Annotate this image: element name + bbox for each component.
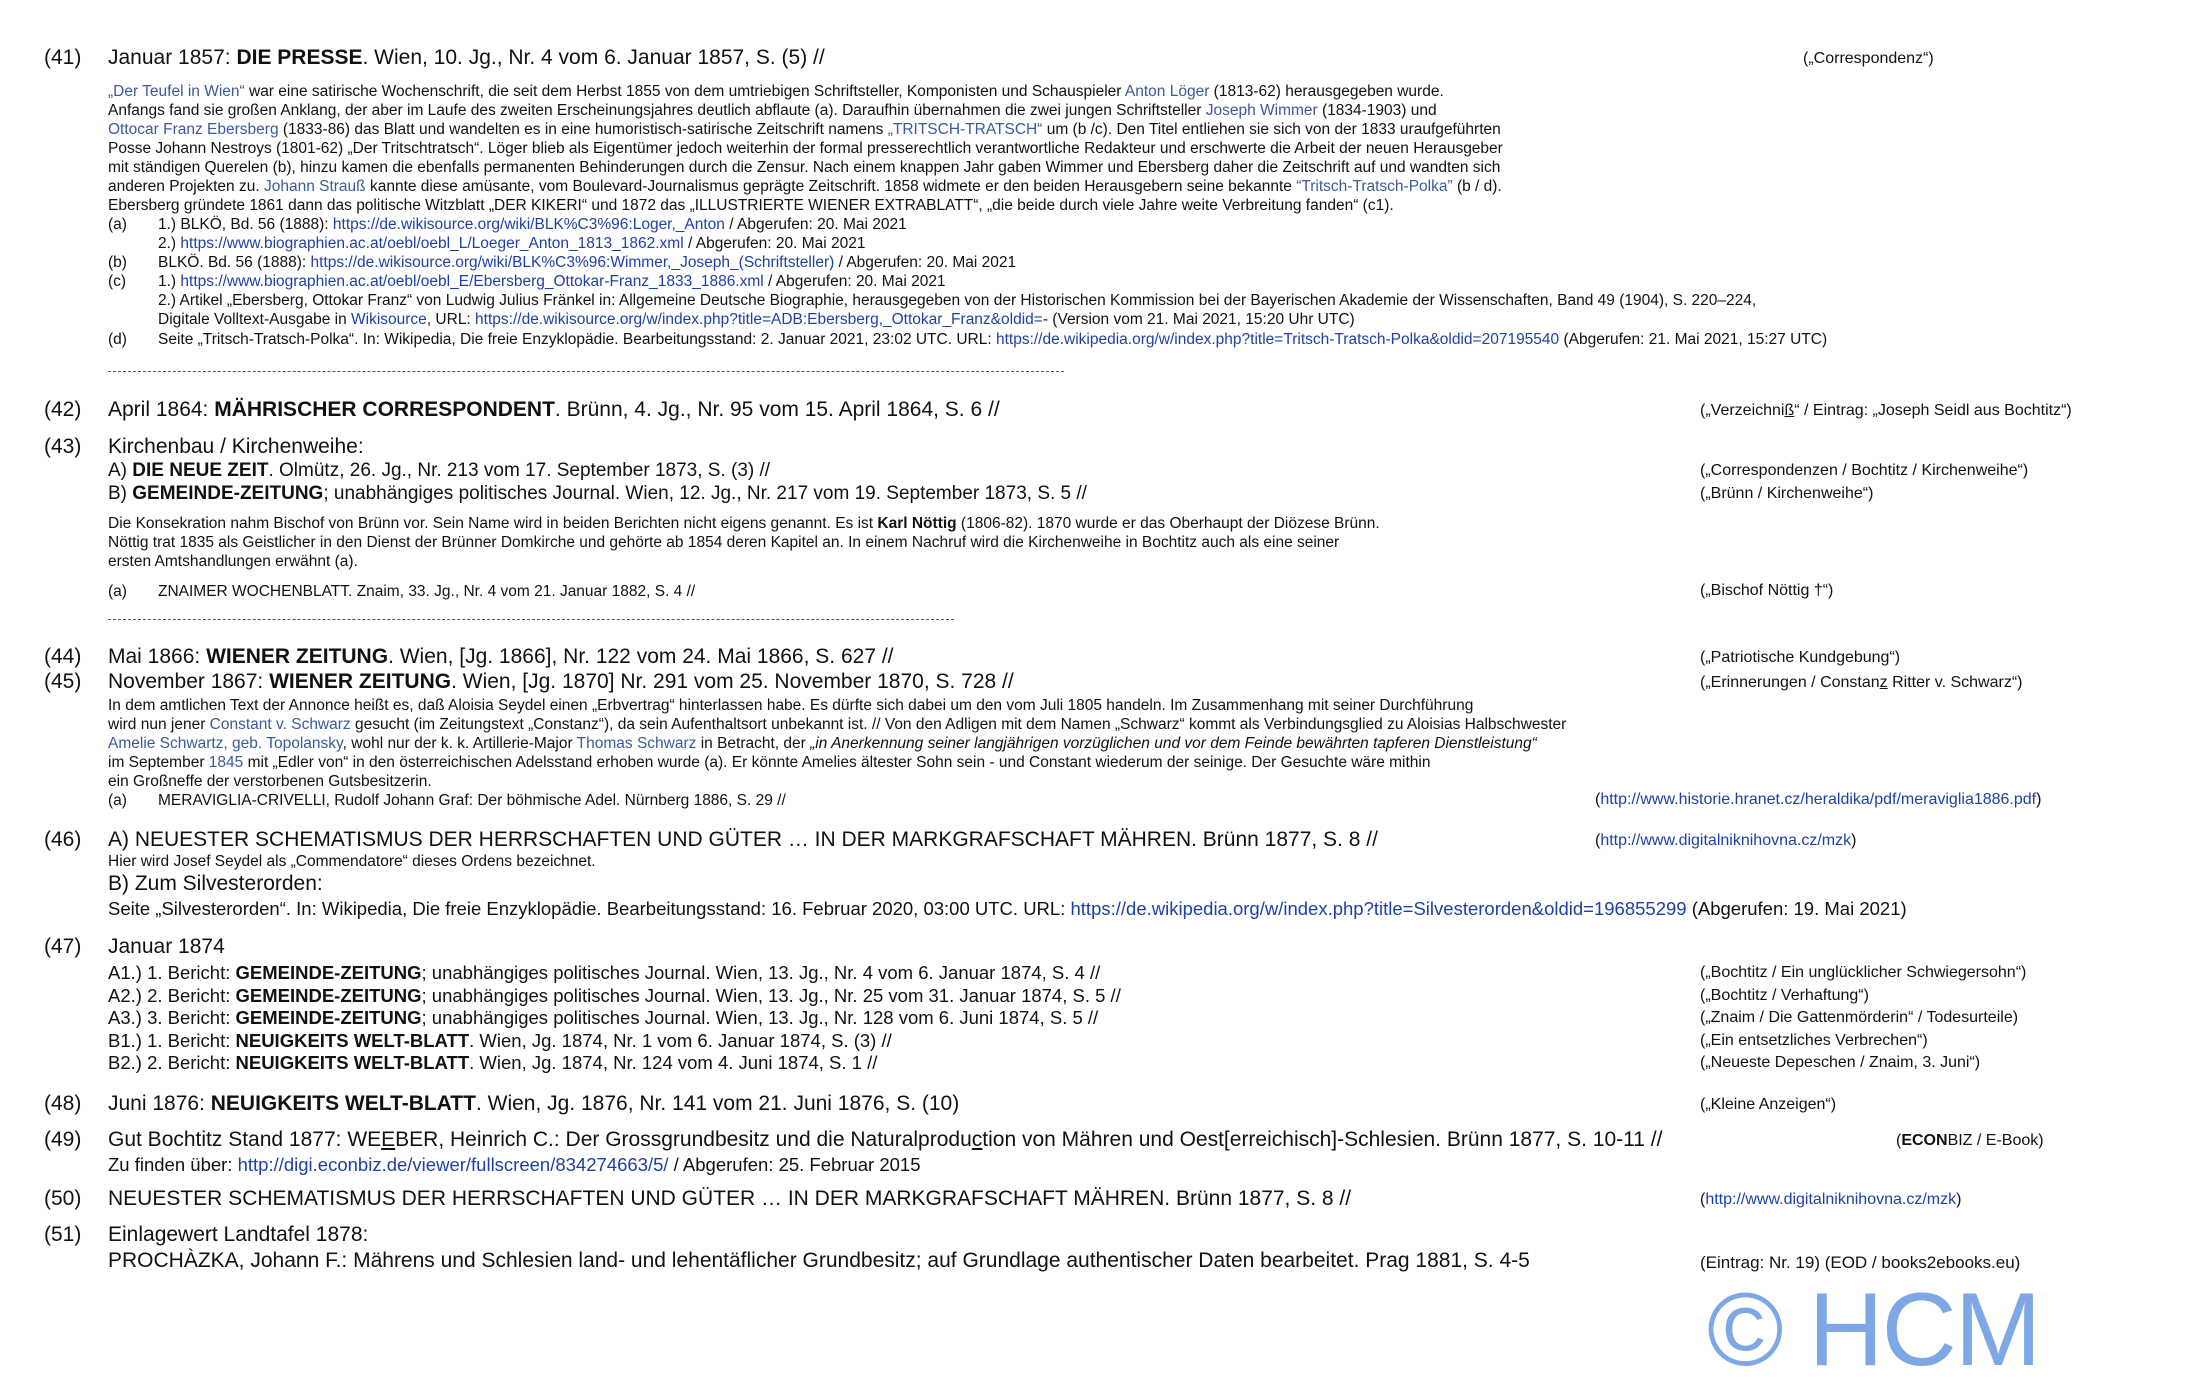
- paragraph-line: Hier wird Josef Seydel als „Commendatore“ dieses Ordens bezeichnet.: [108, 853, 596, 870]
- report-row: [108, 1052, 877, 1074]
- paragraph-line: Nöttig trat 1835 als Geistlicher in den Dienst der Brünner Domkirche und gehörte ab 1854 deren Kapitel an. In einem Nachruf wird die Kirchenweihe in Bochtitz auch als eine seiner: [108, 534, 1340, 551]
- entry-section-note: („Bochtitz / Verhaftung“): [1700, 986, 1869, 1004]
- url-link[interactable]: http://www.digitalniknihovna.cz/mzk: [1705, 1191, 1957, 1208]
- entry-heading: April 1864: MÄHRISCHER CORRESPONDENT. Brünn, 4. Jg., Nr. 95 vom 15. April 1864, S. 6 //: [108, 398, 1000, 421]
- wiki-link[interactable]: Joseph Wimmer: [1205, 102, 1318, 119]
- entry-section-note: („Bischof Nöttig †“): [1700, 582, 1834, 599]
- report-row: [108, 985, 1121, 1007]
- url-link[interactable]: http://digi.econbiz.de/viewer/fullscreen/834274663/5/: [237, 1154, 669, 1175]
- footnote-line: 2.) https://www.biographien.ac.at/oebl/oebl_L/Loeger_Anton_1813_1862.xml / Abgerufen: 20. Mai 2021: [158, 235, 866, 252]
- entry-number: (41): [44, 46, 82, 69]
- wiki-link[interactable]: 1845: [208, 754, 244, 771]
- entry-number: (47): [44, 935, 82, 958]
- citation-details: ; unabhängiges politisches Journal. Wien, 13. Jg., Nr. 25 vom 31. Januar 1874, S. 5 //: [421, 984, 1121, 1006]
- entry-section-note: („Brünn / Kirchenweihe“): [1700, 485, 1874, 502]
- entry-heading: A) NEUESTER SCHEMATISMUS DER HERRSCHAFTEN UND GÜTER … IN DER MARKGRAFSCHAFT MÄHREN. Brünn 1877, S. 8 //: [108, 828, 1378, 851]
- entry-section-note: („Kleine Anzeigen“): [1700, 1096, 1837, 1113]
- footnote-marker: (a): [108, 792, 127, 809]
- url-link[interactable]: Wikisource: [351, 311, 427, 328]
- entry-section-note: („Verzeichniß“ / Eintrag: „Joseph Seidl aus Bochtitz“): [1700, 402, 2072, 419]
- wiki-link[interactable]: Amelie Schwartz, geb. Topolansky: [108, 735, 343, 752]
- footnote-line: ZNAIMER WOCHENBLATT. Znaim, 33. Jg., Nr. 4 vom 21. Januar 1882, S. 4 //: [158, 583, 696, 600]
- paragraph-line: mit ständigen Querelen (b), hinzu kamen die ebenfalls permanenten Behinderungen durch die Zensur. Nach einem knappen Jahr gaben Wimmer und Ebersberg daher die Zeitschrift auf und wandten sich: [108, 159, 1501, 176]
- report-label: B1.) 1. Bericht:: [108, 1029, 236, 1051]
- newspaper-title: NEUIGKEITS WELT-BLATT: [235, 1052, 470, 1073]
- entry-section-note: („Neueste Depeschen / Znaim, 3. Juni“): [1700, 1054, 1981, 1071]
- entry-section-note: („Erinnerungen / Constanz Ritter v. Schwarz“): [1700, 674, 2023, 691]
- wiki-link[interactable]: Ottocar Franz Ebersberg: [108, 121, 279, 138]
- entry-heading: Einlagewert Landtafel 1878:: [108, 1223, 369, 1246]
- source-line: Seite „Silvesterorden“. In: Wikipedia, Die freie Enzyklopädie. Bearbeitungsstand: 16. Februar 2020, 03:00 UTC. URL: https://de.wikipedia.org/w/index.php?title=Silvesterorden&oldid=196855299 (Abgerufen: 19. Mai 2021): [108, 898, 1907, 919]
- paragraph-line: anderen Projekten zu. Johann Strauß kannte diese amüsante, vom Boulevard-Journalismus geprägte Zeitschrift. 1858 widmete er den beiden Herausgebern seine bekannte “Tritsch-Tratsch-Polka” (b / d).: [108, 178, 1502, 195]
- report-row: [108, 962, 1100, 984]
- entry-heading: Mai 1866: WIENER ZEITUNG. Wien, [Jg. 1866], Nr. 122 vom 24. Mai 1866, S. 627 //: [108, 645, 894, 668]
- url-link[interactable]: http://www.digitalniknihovna.cz/mzk: [1600, 832, 1852, 849]
- footnote-marker: (c): [108, 273, 127, 290]
- footnote-line: 1.) BLKÖ, Bd. 56 (1888): https://de.wikisource.org/wiki/BLK%C3%96:Loger,_Anton / Abgerufen: 20. Mai 2021: [158, 216, 907, 233]
- footnote-line: MERAVIGLIA-CRIVELLI, Rudolf Johann Graf: Der böhmische Adel. Nürnberg 1886, S. 29 //: [158, 792, 786, 809]
- paragraph-line: Ebersberg gründete 1861 dann das politische Witzblatt „DER KIKERI“ und 1872 das „ILLUSTRIERTE WIENER EXTRABLATT“, „die beide durch viele Jahre weite Verbreitung fanden“ (c1).: [108, 197, 1394, 214]
- entry-section-note: (http://www.historie.hranet.cz/heraldika/pdf/meraviglia1886.pdf): [1595, 791, 2042, 808]
- copyright-watermark: © HCM: [1707, 1272, 2040, 1388]
- report-row: [108, 1007, 1098, 1029]
- entry-number: (43): [44, 435, 82, 458]
- citation-details: ; unabhängiges politisches Journal. Wien, 13. Jg., Nr. 4 vom 6. Januar 1874, S. 4 //: [421, 962, 1101, 983]
- citation-details: . Wien, Jg. 1874, Nr. 1 vom 6. Januar 1874, S. (3) //: [469, 1029, 892, 1051]
- entry-heading: Juni 1876: NEUIGKEITS WELT-BLATT. Wien, Jg. 1876, Nr. 141 vom 21. Juni 1876, S. (10): [108, 1092, 960, 1115]
- section-divider: [108, 371, 1064, 372]
- entry-number: (51): [44, 1223, 82, 1246]
- source-line: A) DIE NEUE ZEIT. Olmütz, 26. Jg., Nr. 213 vom 17. September 1873, S. (3) //: [108, 460, 771, 481]
- wiki-link[interactable]: Anton Löger: [1124, 83, 1210, 100]
- footnote-line: Seite „Tritsch-Tratsch-Polka“. In: Wikipedia, Die freie Enzyklopädie. Bearbeitungsstand: 2. Januar 2021, 23:02 UTC. URL: https://de.wikipedia.org/w/index.php?title=Tritsch-Tratsch-Polka&oldid=207195540 (Abgerufen: 21. Mai 2021, 15:27 UTC): [158, 331, 1828, 348]
- paragraph-line: Amelie Schwartz, geb. Topolansky, wohl nur der k. k. Artillerie-Major Thomas Schwarz in Betracht, der „in Anerkennung seiner langjährigen vorzüglichen und vor dem Feinde bewährten tapferen Dienstleistung“: [108, 735, 1537, 752]
- paragraph-line: „Der Teufel in Wien“ war eine satirische Wochenschrift, die seit dem Herbst 1855 von dem umtriebigen Schriftsteller, Komponisten und Schauspieler Anton Löger (1813-62) herausgegeben wurde.: [108, 83, 1444, 100]
- footnote-line: 2.) Artikel „Ebersberg, Ottokar Franz“ von Ludwig Julius Fränkel in: Allgemeine Deutsche Biographie, herausgegeben von der Historischen Kommission bei der Bayerischen Akademie der Wissenschaften, Band 49 (1904), S. 220–224,: [158, 292, 1757, 309]
- source-line: B) GEMEINDE-ZEITUNG; unabhängiges politisches Journal. Wien, 12. Jg., Nr. 217 vom 19. September 1873, S. 5 //: [108, 483, 1087, 504]
- entry-section-note: („Correspondenz“): [1803, 50, 1934, 67]
- footnote-line: BLKÖ. Bd. 56 (1888): https://de.wikisource.org/wiki/BLK%C3%96:Wimmer,_Joseph_(Schriftsteller) / Abgerufen: 20. Mai 2021: [158, 254, 1017, 271]
- url-link[interactable]: https://de.wikisource.org/wiki/BLK%C3%96:Loger,_Anton: [332, 216, 725, 233]
- citation-details: ; unabhängiges politisches Journal. Wien, 13. Jg., Nr. 128 vom 6. Juni 1874, S. 5 //: [421, 1007, 1099, 1028]
- entry-number: (42): [44, 398, 82, 421]
- newspaper-title: GEMEINDE-ZEITUNG: [235, 962, 422, 983]
- wiki-link[interactable]: Johann Strauß: [263, 178, 366, 195]
- url-link[interactable]: https://de.wikipedia.org/w/index.php?title=Silvesterorden&oldid=196855299: [1070, 898, 1687, 919]
- footnote-marker: (a): [108, 583, 127, 600]
- paragraph-line: ein Großneffe der verstorbenen Gutsbesitzerin.: [108, 773, 432, 790]
- entry-heading: Gut Bochtitz Stand 1877: WEEBER, Heinrich C.: Der Grossgrundbesitz und die Naturalproduction von Mähren und Oest[erreichisch]-Schlesien. Brünn 1877, S. 10-11 //: [108, 1128, 1663, 1151]
- url-link[interactable]: https://de.wikipedia.org/w/index.php?title=Tritsch-Tratsch-Polka&oldid=207195540: [995, 331, 1560, 348]
- source-line: PROCHÀZKA, Johann F.: Mährens und Schlesien land- und lehentäflicher Grundbesitz; auf Grundlage authentischer Daten bearbeitet. Prag 1881, S. 4-5: [108, 1249, 1530, 1272]
- entry-heading: Januar 1874: [108, 935, 225, 958]
- footnote-marker: (d): [108, 331, 127, 348]
- paragraph-line: Ottocar Franz Ebersberg (1833-86) das Blatt und wandelten es in eine humoristisch-satirische Zeitschrift namens „TRITSCH-TRATSCH“ um (b /c). Den Titel entliehen sie sich von der 1833 uraufgeführten: [108, 121, 1501, 138]
- report-label: A3.) 3. Bericht:: [108, 1007, 236, 1028]
- entry-section-note: („Patriotische Kundgebung“): [1700, 649, 1901, 666]
- wiki-link[interactable]: „Der Teufel in Wien“: [108, 83, 245, 100]
- entry-number: (49): [44, 1128, 82, 1151]
- entry-section-note: (http://www.digitalniknihovna.cz/mzk): [1595, 832, 1857, 849]
- entry-section-note: („Znaim / Die Gattenmörderin“ / Todesurteile): [1700, 1009, 2019, 1026]
- section-divider: [108, 619, 954, 620]
- wiki-link[interactable]: “Tritsch-Tratsch-Polka”: [1296, 178, 1453, 195]
- url-link[interactable]: https://de.wikisource.org/wiki/BLK%C3%96:Wimmer,_Joseph_(Schriftsteller): [310, 254, 835, 271]
- url-link[interactable]: http://www.historie.hranet.cz/heraldika/pdf/meraviglia1886.pdf: [1600, 791, 2037, 808]
- citation-details: . Wien, Jg. 1874, Nr. 124 vom 4. Juni 1874, S. 1 //: [469, 1052, 878, 1073]
- entry-section-note: (ECONBIZ / E-Book): [1896, 1132, 2044, 1149]
- wiki-link[interactable]: Thomas Schwarz: [576, 735, 697, 752]
- entry-heading: Januar 1857: DIE PRESSE. Wien, 10. Jg., Nr. 4 vom 6. Januar 1857, S. (5) //: [108, 46, 825, 69]
- report-label: B2.) 2. Bericht:: [108, 1052, 236, 1073]
- paragraph-line: In dem amtlichen Text der Annonce heißt es, daß Aloisia Seydel einen „Erbvertrag“ hinterlassen habe. Es dürfte sich dabei um den vom Juli 1805 handeln. Im Zusammenhang mit seiner Durchführung: [108, 697, 1474, 714]
- paragraph-line: im September 1845 mit „Edler von“ in den österreichischen Adelsstand erhoben wurde (a). Er könnte Amelies ältester Sohn sein - und Constant wiederum der seinige. Der Gesuchte wäre mithin: [108, 754, 1431, 771]
- footnote-line: Digitale Volltext-Ausgabe in Wikisource, URL: https://de.wikisource.org/w/index.php?title=ADB:Ebersberg,_Ottokar_Franz&oldid=- (Version vom 21. Mai 2021, 15:20 Uhr UTC): [158, 311, 1355, 328]
- sub-heading: B) Zum Silvesterorden:: [108, 872, 323, 895]
- entry-section-note: („Ein entsetzliches Verbrechen“): [1700, 1031, 1928, 1049]
- footnote-marker: (b): [108, 254, 127, 271]
- newspaper-title: NEUIGKEITS WELT-BLATT: [235, 1029, 470, 1051]
- entry-number: (46): [44, 828, 82, 851]
- paragraph-line: wird nun jener Constant v. Schwarz gesucht (im Zeitungstext „Constanz“), da sein Aufenthaltsort unbekannt ist. // Von den Adligen mit dem Namen „Schwarz“ kommt als Verbindungsglied zu Aloisias Halbschwester: [108, 716, 1567, 733]
- entry-section-note: (Eintrag: Nr. 19) (EOD / books2ebooks.eu): [1700, 1253, 2021, 1272]
- report-label: A1.) 1. Bericht:: [108, 962, 236, 983]
- paragraph-line: ersten Amtshandlungen erwähnt (a).: [108, 553, 358, 570]
- url-link[interactable]: https://de.wikisource.org/w/index.php?title=ADB:Ebersberg,_Ottokar_Franz&oldid=: [475, 311, 1043, 328]
- paragraph-line: Posse Johann Nestroys (1801-62) „Der Tritschtratsch“. Löger blieb als Eigentümer jedoch weiterhin der formal presserechtlich verantwortliche Redakteur und erschwerte die Arbeit der neuen Herausgeber: [108, 140, 1503, 157]
- footnote-marker: (a): [108, 216, 127, 233]
- entry-section-note: („Correspondenzen / Bochtitz / Kirchenweihe“): [1700, 462, 2029, 479]
- entry-heading: NEUESTER SCHEMATISMUS DER HERRSCHAFTEN UND GÜTER … IN DER MARKGRAFSCHAFT MÄHREN. Brünn 1877, S. 8 //: [108, 1187, 1352, 1210]
- report-label: A2.) 2. Bericht:: [108, 984, 236, 1006]
- newspaper-title: GEMEINDE-ZEITUNG: [235, 984, 422, 1006]
- url-link[interactable]: https://www.biographien.ac.at/oebl/oebl_E/Ebersberg_Ottokar-Franz_1833_1886.xml: [180, 273, 764, 290]
- paragraph-line: Anfangs fand sie großen Anklang, der aber im Laufe des zweiten Erscheinungsjahres deutlich abflaute (a). Daraufhin übernahmen die zwei jungen Schriftsteller Joseph Wimmer (1834-1903) und: [108, 102, 1437, 119]
- entry-section-note: („Bochtitz / Ein unglücklicher Schwiegersohn“): [1700, 964, 2027, 981]
- wiki-link[interactable]: „TRITSCH-TRATSCH“: [887, 121, 1043, 138]
- entry-section-note: (http://www.digitalniknihovna.cz/mzk): [1700, 1191, 1962, 1208]
- source-line: Zu finden über: http://digi.econbiz.de/viewer/fullscreen/834274663/5/ / Abgerufen: 25. Februar 2015: [108, 1154, 921, 1175]
- newspaper-title: GEMEINDE-ZEITUNG: [235, 1007, 422, 1028]
- wiki-link[interactable]: Constant v. Schwarz: [209, 716, 351, 733]
- url-link[interactable]: https://www.biographien.ac.at/oebl/oebl_L/Loeger_Anton_1813_1862.xml: [180, 235, 684, 252]
- entry-number: (45): [44, 670, 82, 693]
- entry-heading: Kirchenbau / Kirchenweihe:: [108, 435, 364, 458]
- entry-heading: November 1867: WIENER ZEITUNG. Wien, [Jg. 1870] Nr. 291 vom 25. November 1870, S. 728 //: [108, 670, 1014, 693]
- entry-number: (44): [44, 645, 82, 668]
- footnote-line: 1.) https://www.biographien.ac.at/oebl/oebl_E/Ebersberg_Ottokar-Franz_1833_1886.xml / Abgerufen: 20. Mai 2021: [158, 273, 946, 290]
- entry-number: (50): [44, 1187, 82, 1210]
- paragraph-line: Die Konsekration nahm Bischof von Brünn vor. Sein Name wird in beiden Berichten nicht eigens genannt. Es ist Karl Nöttig (1806-82). 1870 wurde er das Oberhaupt der Diözese Brünn.: [108, 515, 1380, 532]
- report-row: [108, 1030, 892, 1052]
- entry-number: (48): [44, 1092, 82, 1115]
